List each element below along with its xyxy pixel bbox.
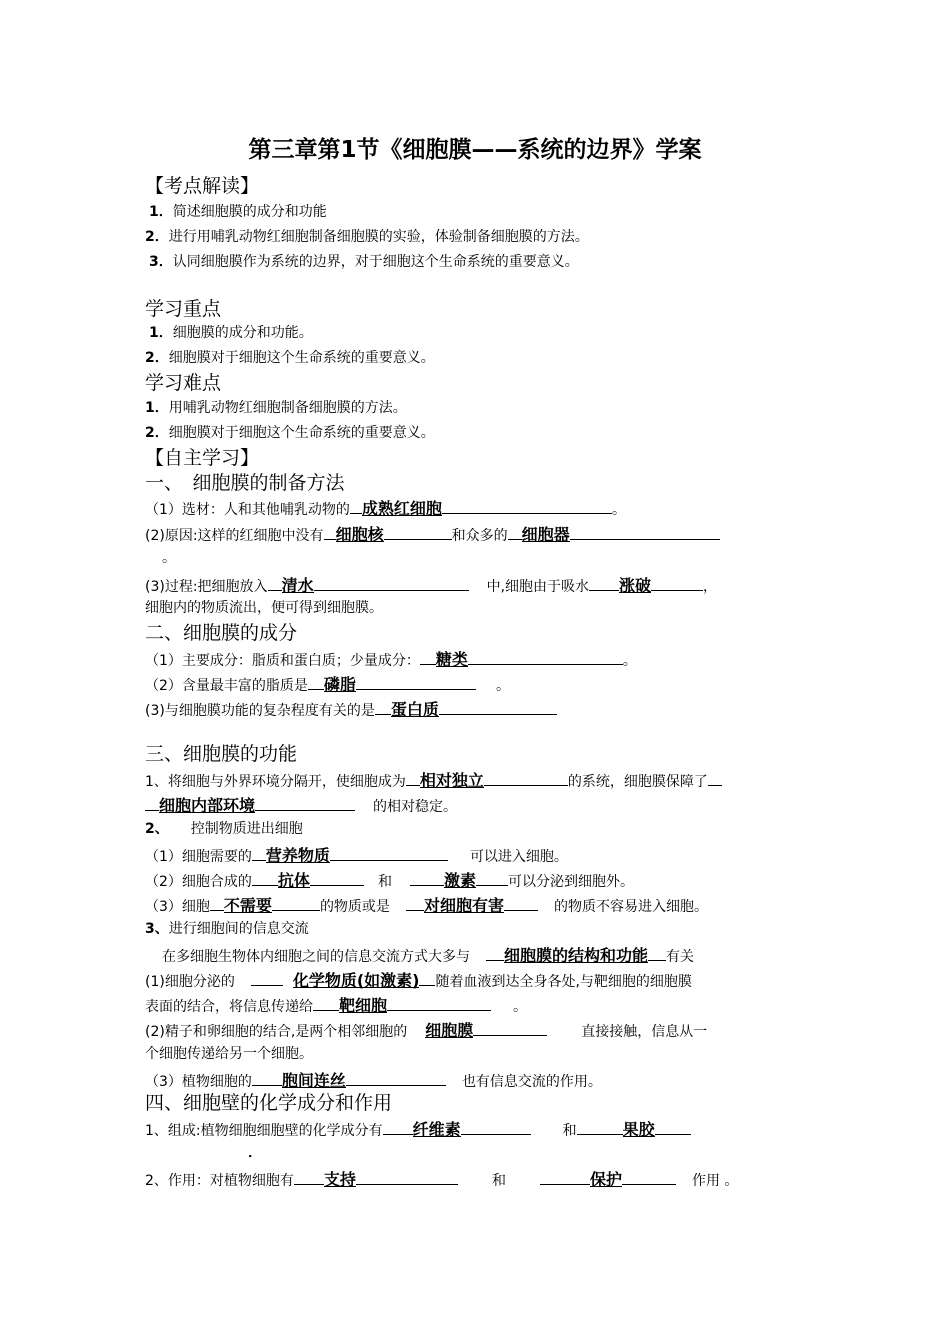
section-3-heading: 三、细胞膜的功能	[145, 743, 298, 765]
s4-line-1: 1、组成:植物细胞细胞壁的化学成分有 纤维素 和 果胶	[145, 1118, 691, 1141]
s4-line-1b: ．	[248, 1145, 262, 1161]
answer-blank: 细胞核	[335, 525, 384, 544]
answer-blank: 相对独立	[419, 771, 484, 790]
s3-line-10: （3）植物细胞的 胞间连丝 也有信息交流的作用。	[145, 1071, 602, 1090]
answer-blank: 胞间连丝	[281, 1071, 346, 1090]
nandian-item-1: 1．用哺乳动物红细胞制备细胞膜的方法。	[145, 400, 407, 416]
answer-blank: 细胞内部环境	[159, 796, 256, 815]
kaodian-item-1: 1．简述细胞膜的成分和功能	[149, 204, 327, 220]
answer-blank: 不需要	[223, 896, 272, 915]
s3-line-9b: 个细胞传递给另一个细胞。	[145, 1046, 313, 1062]
answer-blank: 磷脂	[323, 675, 356, 694]
answer-blank: 靶细胞	[339, 996, 388, 1015]
answer-blank: 抗体	[277, 871, 310, 890]
kaodian-item-2: 2．进行用哺乳动物红细胞制备细胞膜的实验，体验制备细胞膜的方法。	[145, 229, 589, 245]
answer-blank: 纤维素	[412, 1120, 461, 1139]
answer-blank: 保护	[589, 1170, 622, 1189]
answer-blank: 细胞器	[521, 525, 570, 544]
s1-line-3b: 细胞内的物质流出，便可得到细胞膜。	[145, 600, 383, 616]
kaodian-item-3: 3．认同细胞膜作为系统的边界，对于细胞这个生命系统的重要意义。	[149, 254, 579, 270]
answer-blank: 成熟红细胞	[361, 499, 442, 518]
answer-blank: 果胶	[622, 1120, 655, 1139]
kaodian-heading: 【考点解读】	[145, 175, 260, 197]
answer-blank: 对细胞有害	[423, 896, 504, 915]
answer-blank: 清水	[281, 576, 314, 595]
s3-line-8: (1)细胞分泌的 化学物质(如激素) 随着血液到达全身各处,与靶细胞的细胞膜	[145, 971, 692, 990]
nandian-heading: 学习难点	[145, 372, 222, 394]
answer-blank: 支持	[323, 1170, 356, 1189]
answer-blank: 营养物质	[265, 846, 330, 865]
nandian-item-2: 2．细胞膜对于细胞这个生命系统的重要意义。	[145, 425, 435, 441]
s3-line-6: 3、进行细胞间的信息交流	[145, 921, 309, 937]
s3-line-7: 在多细胞生物体内细胞之间的信息交流方式大多与 细胞膜的结构和功能 有关	[162, 946, 695, 965]
s2-line-1: （1）主要成分：脂质和蛋白质；少量成分： 糖类 。	[145, 650, 637, 669]
answer-blank: 化学物质(如激素)	[292, 971, 420, 990]
s2-line-3: (3)与细胞膜功能的复杂程度有关的是 蛋白质	[145, 698, 557, 721]
s3-line-8b: 表面的结合，将信息传递给 靶细胞 。	[145, 996, 528, 1015]
page-title: 第三章第1节《细胞膜——系统的边界》学案	[248, 137, 702, 163]
answer-blank: 涨破	[619, 576, 652, 595]
answer-blank: 细胞膜的结构和功能	[504, 946, 649, 965]
answer-blank: 细胞膜	[425, 1021, 474, 1040]
s3-line-4: （2）细胞合成的 抗体 和 激素 可以分泌到细胞外。	[145, 871, 634, 890]
section-1-heading: 一、 细胞膜的制备方法	[145, 472, 345, 494]
s1-line-3: (3)过程:把细胞放入 清水 中,细胞由于吸水 涨破 ，	[145, 576, 718, 595]
section-2-heading: 二、细胞膜的成分	[145, 622, 298, 644]
s1-line-2b: 。	[162, 550, 176, 566]
s2-line-2: （2）含量最丰富的脂质是 磷脂 。	[145, 675, 510, 694]
s3-line-9: (2)精子和卵细胞的结合,是两个相邻细胞的 细胞膜 直接接触，信息从一	[145, 1021, 708, 1040]
zhongdian-heading: 学习重点	[145, 298, 222, 320]
zhongdian-item-2: 2．细胞膜对于细胞这个生命系统的重要意义。	[145, 350, 435, 366]
s3-line-5: （3）细胞 不需要 的物质或是 对细胞有害 的物质不容易进入细胞。	[145, 896, 708, 915]
answer-blank: 激素	[443, 871, 476, 890]
s3-line-1b: 细胞内部环境 的相对稳定。	[145, 794, 457, 817]
s3-line-3: （1）细胞需要的 营养物质 可以进入细胞。	[145, 846, 568, 865]
zhongdian-item-1: 1．细胞膜的成分和功能。	[149, 325, 313, 341]
answer-blank: 糖类	[435, 650, 468, 669]
answer-blank: 蛋白质	[390, 700, 439, 719]
s4-line-2: 2、作用：对植物细胞有 支持 和 保护 作用 。	[145, 1170, 739, 1189]
s1-line-2: (2)原因:这样的红细胞中没有 细胞核 和众多的 细胞器	[145, 523, 720, 546]
s3-line-2: 2、 控制物质进出细胞	[145, 821, 303, 837]
s1-line-1: （1）选材：人和其他哺乳动物的 成熟红细胞 。	[145, 499, 626, 518]
section-4-heading: 四、细胞壁的化学成分和作用	[145, 1092, 393, 1114]
s3-line-1: 1、将细胞与外界环境分隔开，使细胞成为 相对独立 的系统，细胞膜保障了	[145, 769, 722, 792]
zizhu-heading: 【自主学习】	[145, 447, 260, 469]
